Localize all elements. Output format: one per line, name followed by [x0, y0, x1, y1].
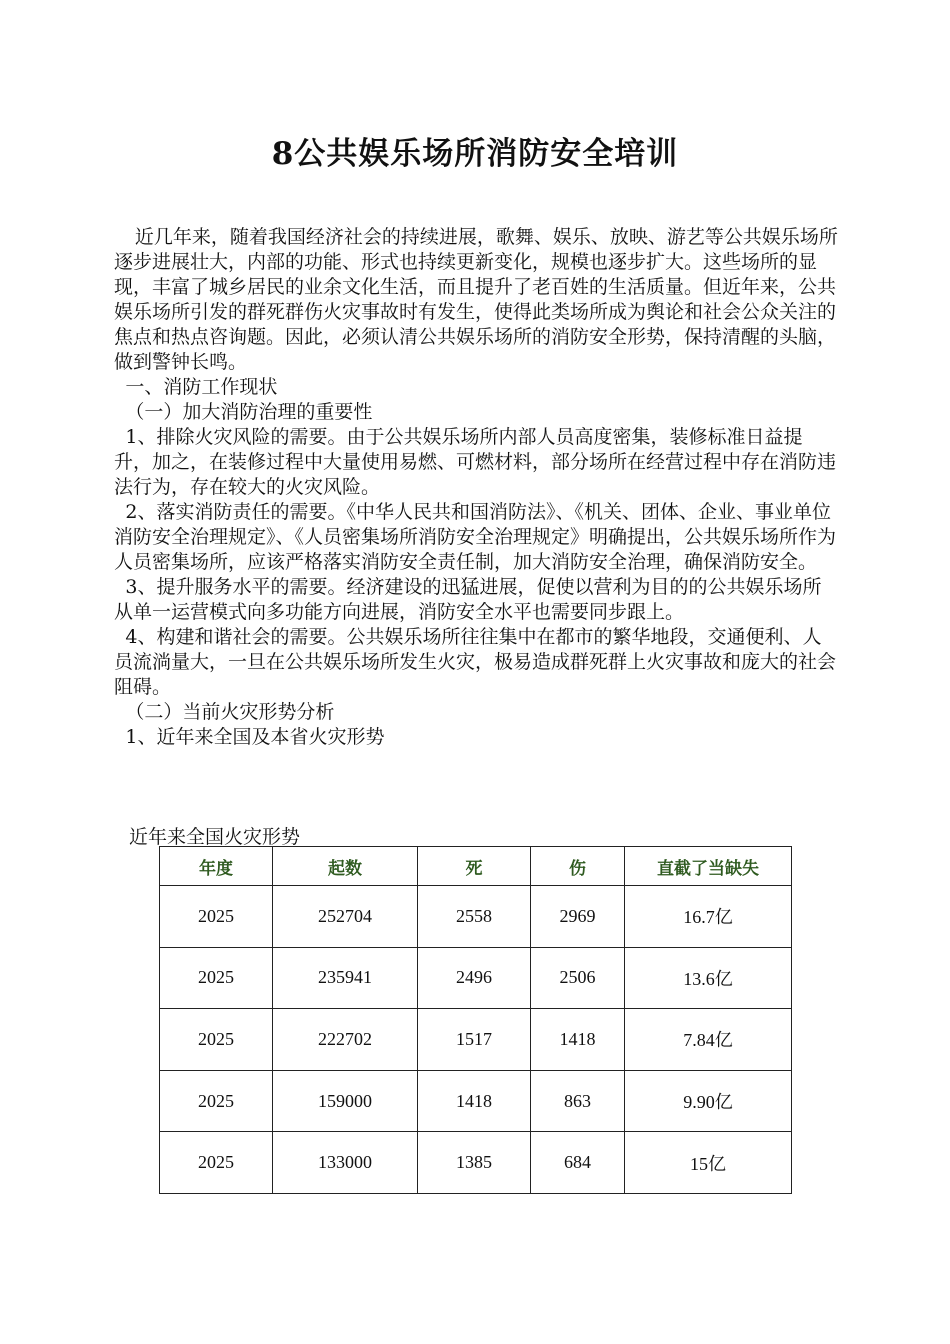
- table-row: [160, 1070, 792, 1132]
- subsection-heading-2: （二）当前火灾形势分析: [125, 701, 335, 723]
- column-header-year: 年度: [160, 847, 273, 886]
- table-cell: 2506: [531, 947, 625, 1009]
- column-header-count: 起数: [273, 847, 418, 886]
- table-cell: 2558: [418, 886, 531, 948]
- table-cell: 235941: [273, 947, 418, 1009]
- document-body: [114, 225, 838, 750]
- column-header-direct-loss: 直截了当缺失: [625, 847, 792, 886]
- item-paragraph-1: 1、排除火灾风险的需要。由于公共娱乐场所内部人员高度密集，装修标准日益提升，加之，在装修过程中大量使用易燃、可燃材料，部分场所在经营过程中存在消防违法行为，存在较大的火灾风险。: [114, 426, 837, 498]
- table-row: [160, 947, 792, 1009]
- section-heading: 一、消防工作现状: [125, 376, 278, 398]
- table-header-row: [160, 847, 792, 886]
- item-paragraph-4: 4、构建和谐社会的需要。公共娱乐场所往往集中在都市的繁华地段，交通便利、人员流淌量大，一旦在公共娱乐场所发生火灾，极易造成群死群上火灾事故和庞大的社会阻碍。: [114, 626, 837, 698]
- table-cell: 1418: [418, 1070, 531, 1132]
- table-cell: 252704: [273, 886, 418, 948]
- column-header-deaths: 死: [418, 847, 531, 886]
- table-row: [160, 886, 792, 948]
- document-title: 8公共娱乐场所消防安全培训: [271, 136, 679, 172]
- table-cell: 15亿: [625, 1132, 792, 1194]
- table-cell: 133000: [273, 1132, 418, 1194]
- subsubsection-heading: 1、近年来全国及本省火灾形势: [125, 726, 385, 748]
- item-paragraph-2: 2、落实消防责任的需要。《中华人民共和国消防法》、《机关、团体、企业、事业单位消防安全治理规定》、《人员密集场所消防安全治理规定》明确提出，公共娱乐场所作为人员密集场所，应该严格落实消防安全责任制，加大消防安全治理，确保消防安全。: [114, 501, 837, 573]
- table-cell: 7.84亿: [625, 1009, 792, 1071]
- column-header-injuries: 伤: [531, 847, 625, 886]
- table-row: [160, 1132, 792, 1194]
- table-cell: 2025: [160, 1009, 273, 1071]
- table-cell: 1517: [418, 1009, 531, 1071]
- table-cell: 2025: [160, 1132, 273, 1194]
- table-cell: 2496: [418, 947, 531, 1009]
- subsection-heading: （一）加大消防治理的重要性: [125, 401, 373, 423]
- table-caption: 近年来全国火灾形势: [129, 826, 301, 848]
- intro-paragraph: 近几年来，随着我国经济社会的持续进展，歌舞、娱乐、放映、游艺等公共娱乐场所逐步进展壮大，内部的功能、形式也持续更新变化，规模也逐步扩大。这些场所的显现，丰富了城乡居民的业余文化生活，而且提升了老百姓的生活质量。但近年来，公共娱乐场所引发的群死群伤火灾事故时有发生，使得此类场所成为舆论和社会公众关注的焦点和热点咨询题。因此，必须认清公共娱乐场所的消防安全形势，保持清醒的头脑，做到警钟长鸣。: [114, 226, 838, 373]
- table-cell: 1385: [418, 1132, 531, 1194]
- table-cell: 9.90亿: [625, 1070, 792, 1132]
- table-cell: 13.6亿: [625, 947, 792, 1009]
- table-row: [160, 1009, 792, 1071]
- table-cell: 159000: [273, 1070, 418, 1132]
- table-cell: 16.7亿: [625, 886, 792, 948]
- table-cell: 222702: [273, 1009, 418, 1071]
- item-paragraph-3: 3、提升服务水平的需要。经济建设的迅猛进展，促使以营利为目的的公共娱乐场所从单一运营模式向多功能方向进展，消防安全水平也需要同步跟上。: [114, 576, 822, 623]
- fire-statistics-table: [159, 846, 792, 1194]
- table-cell: 2025: [160, 947, 273, 1009]
- table-cell: 1418: [531, 1009, 625, 1071]
- table-cell: 2969: [531, 886, 625, 948]
- table-cell: 863: [531, 1070, 625, 1132]
- table-cell: 684: [531, 1132, 625, 1194]
- table-cell: 2025: [160, 1070, 273, 1132]
- table-cell: 2025: [160, 886, 273, 948]
